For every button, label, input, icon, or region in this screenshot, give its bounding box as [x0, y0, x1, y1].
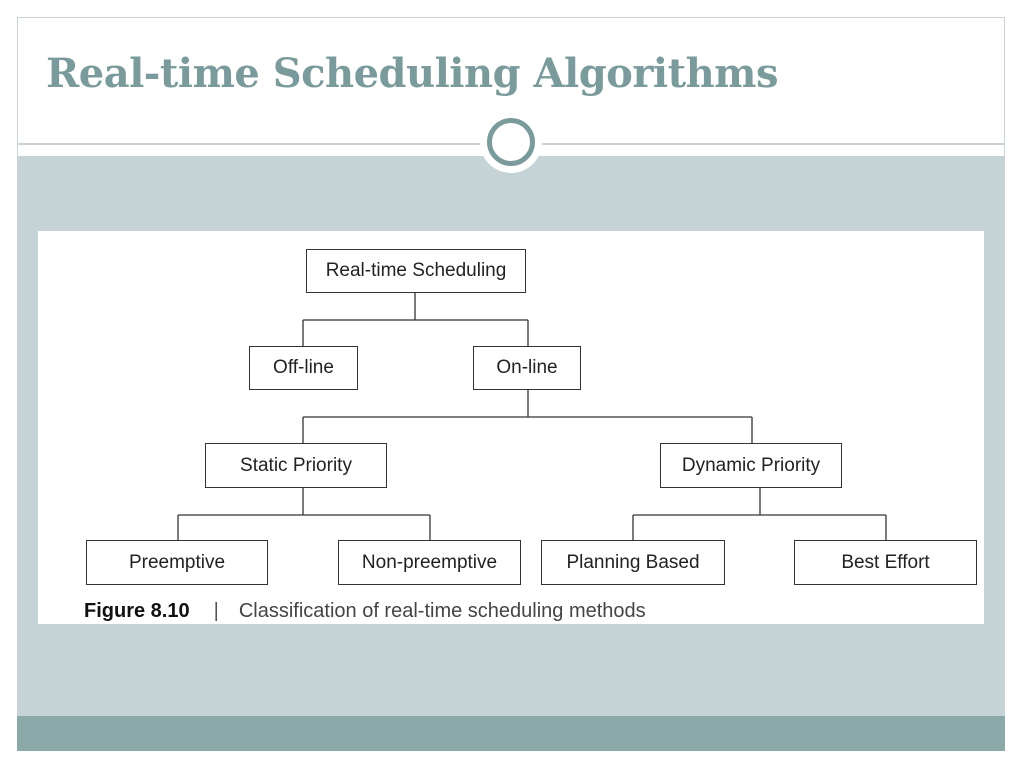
- figure-caption: [84, 600, 646, 623]
- connector-online: [303, 390, 752, 443]
- connector-dynamic: [633, 488, 886, 540]
- figure-panel: [38, 231, 984, 624]
- connector-root: [303, 293, 528, 346]
- footer-band: [17, 716, 1005, 751]
- node-non-preemptive: Non-preemptive: [338, 540, 521, 585]
- node-dynamic-priority: Dynamic Priority: [660, 443, 842, 488]
- caption-text: Classification of real-time scheduling methods: [238, 600, 646, 622]
- node-on-line: On-line: [473, 346, 581, 390]
- node-best-effort: Best Effort: [794, 540, 977, 585]
- caption-label: Figure 8.10: [84, 600, 190, 622]
- caption-separator: |: [213, 600, 219, 622]
- node-real-time-scheduling: Real-time Scheduling: [306, 249, 526, 293]
- node-preemptive: Preemptive: [86, 540, 268, 585]
- slide-title: Real-time Scheduling Algorithms: [46, 50, 779, 97]
- connector-static: [178, 488, 430, 540]
- node-off-line: Off-line: [249, 346, 358, 390]
- node-static-priority: Static Priority: [205, 443, 387, 488]
- node-planning-based: Planning Based: [541, 540, 725, 585]
- circle-ornament-icon: [487, 118, 535, 166]
